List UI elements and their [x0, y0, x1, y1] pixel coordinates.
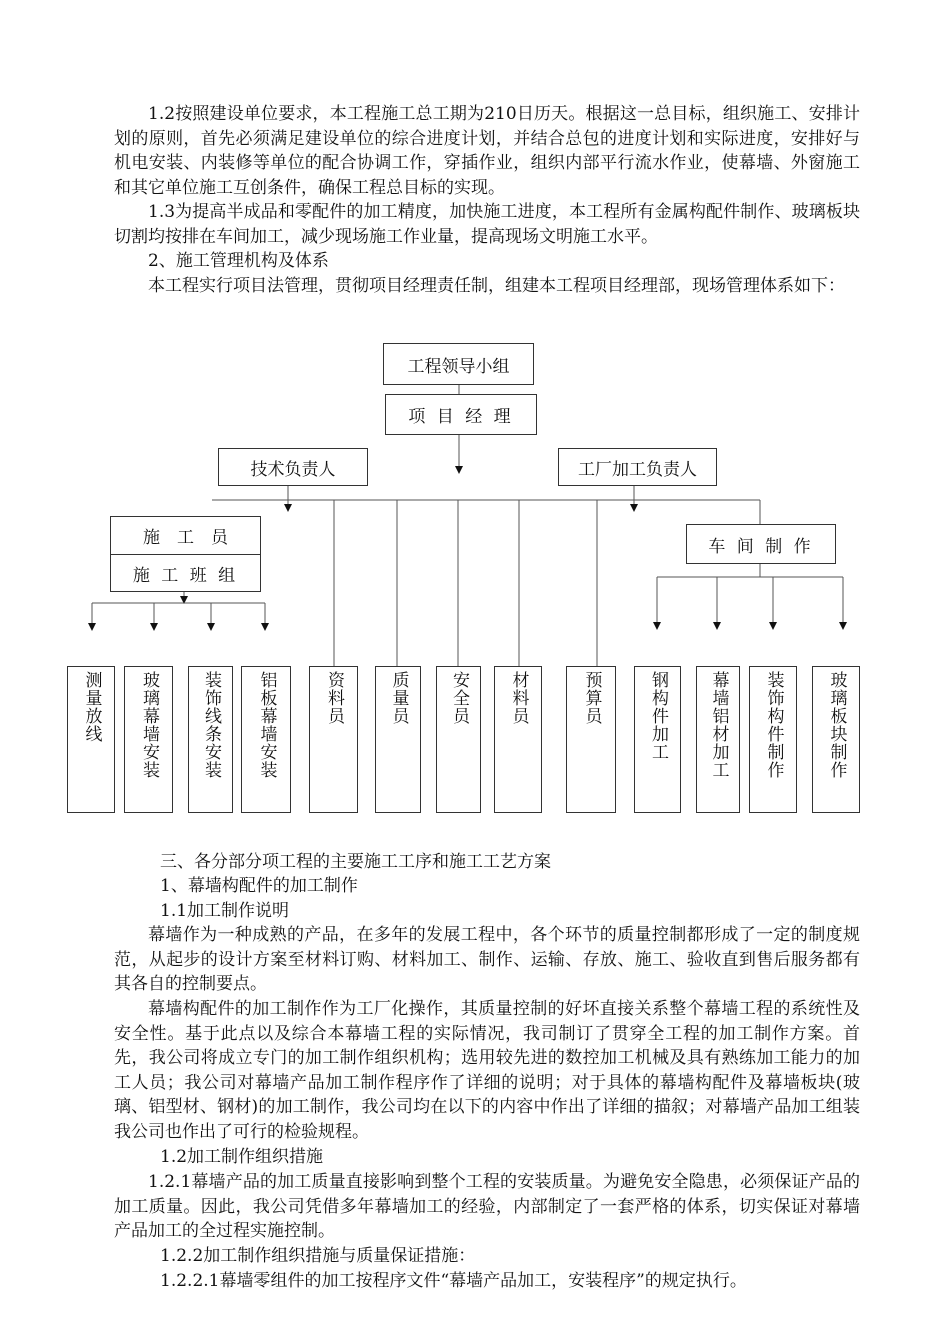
leaf-glass-curtain-install: 玻璃幕墙安装 — [124, 666, 173, 813]
factory-lead-box: 工厂加工负责人 — [558, 448, 717, 486]
section-heading-3: 三、各分部分项工程的主要施工工序和施工工艺方案 — [160, 852, 551, 872]
leaf-glass-panel-fabrication: 玻璃板块制作 — [812, 666, 860, 813]
leaf-decorative-fabrication: 装饰构件制作 — [749, 666, 797, 813]
section3-paragraph-3: 1.2.1幕墙产品的加工质量直接影响到整个工程的安装质量。为避免安全隐患，必须保证产品的加工质量。因此，我公司凭借多年幕墙加工的经验，内部制定了一套严格的体系，切实保证对幕墙产品加工的全过程实施控制。 — [114, 1172, 860, 1241]
leaf-documentation-clerk: 资料员 — [309, 666, 358, 813]
leaf-budget-clerk: 预算员 — [566, 666, 616, 813]
workshop-box: 车 间 制 作 — [686, 524, 836, 564]
project-manager-box: 项 目 经 理 — [385, 394, 537, 435]
intro-paragraph-1: 1.2按照建设单位要求，本工程施工总工期为210日历天。根据这一总目标，组织施工、安排计划的原则，首先必须满足建设单位的综合进度计划，并结合总包的进度计划和实际进度，安排好与机电安装、内装修等单位的配合协调工作，穿插作业，组织内部平行流水作业，使幕墙、外窗施工和其它单位施工互创条件，确保工程总目标的实现。 — [114, 104, 860, 198]
leaf-aluminum-curtain-install: 铝板幕墙安装 — [241, 666, 291, 813]
leaf-steel-fabrication: 钢构件加工 — [634, 666, 681, 813]
subsection-heading-1-2-2-1: 1.2.2.1幕墙零组件的加工按程序文件“幕墙产品加工，安装程序”的规定执行。 — [160, 1271, 747, 1291]
section3-paragraph-2: 幕墙构配件的加工制作作为工厂化操作，其质量控制的好坏直接关系整个幕墙工程的系统性及安全性。基于此点以及综合本幕墙工程的实际情况，我司制订了贯穿全工程的加工制作方案。首先，我公司将成立专门的加工制作组织机构；选用较先进的数控加工机械及具有熟练加工能力的加工人员；我公司对幕墙产品加工制作程序作了详细的说明；对于具体的幕墙构配件及幕墙板块(玻璃、铝型材、钢材)的加工制作，我公司均在以下的内容中作出了详细的描叙；对幕墙产品加工组装我公司也作出了可行的检验规程。 — [114, 999, 860, 1142]
subsection-heading-1-2-2: 1.2.2加工制作组织措施与质量保证措施： — [160, 1246, 476, 1266]
subsection-heading-1-1: 1.1加工制作说明 — [160, 901, 290, 921]
subsection-heading-1: 1、幕墙构配件的加工制作 — [160, 876, 358, 896]
leaf-aluminum-fabrication: 幕墙铝材加工 — [696, 666, 740, 813]
construction-team-box: 施 工 班 组 — [110, 554, 261, 592]
constructor-box: 施 工 员 — [110, 516, 261, 555]
section-heading-2: 2、施工管理机构及体系 — [148, 251, 329, 271]
intro-paragraph-3: 本工程实行项目法管理，贯彻项目经理责任制，组建本工程项目经理部，现场管理体系如下： — [148, 276, 845, 296]
leaf-trim-install: 装饰线条安装 — [188, 666, 233, 813]
leaf-survey-layout: 测量放线 — [67, 666, 115, 813]
leaf-quality-inspector: 质量员 — [375, 666, 421, 813]
leader-group-box: 工程领导小组 — [383, 343, 534, 385]
leaf-materials-clerk: 材料员 — [494, 666, 542, 813]
leaf-safety-officer: 安全员 — [436, 666, 481, 813]
subsection-heading-1-2: 1.2加工制作组织措施 — [160, 1147, 324, 1167]
section3-paragraph-1: 幕墙作为一种成熟的产品，在多年的发展工程中，各个环节的质量控制都形成了一定的制度规范，从起步的设计方案至材料订购、材料加工、制作、运输、存放、施工、验收直到售后服务都有其各自的控制要点。 — [114, 925, 860, 994]
tech-lead-box: 技术负责人 — [218, 448, 368, 486]
intro-paragraph-2: 1.3为提高半成品和零配件的加工精度，加快施工进度，本工程所有金属构配件制作、玻璃板块切割均按排在车间加工，减少现场施工作业量，提高现场文明施工水平。 — [114, 202, 860, 247]
